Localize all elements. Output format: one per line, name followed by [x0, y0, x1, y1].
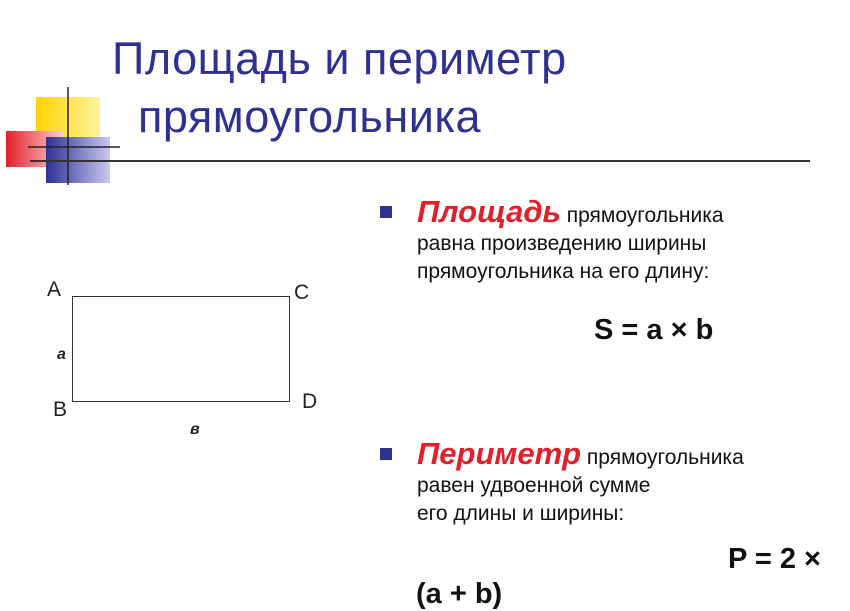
bullet-square-icon [380, 206, 392, 218]
title-divider [30, 160, 810, 162]
perimeter-line3: его длины и ширины: [417, 502, 625, 525]
area-line3: прямоугольника на его длину: [417, 260, 710, 283]
vertex-a-label: A [47, 278, 62, 301]
perimeter-formula-part2: (a + b) [416, 578, 503, 610]
vertex-d-label: D [302, 390, 318, 413]
area-bullet-block [380, 194, 840, 286]
rectangle-figure [72, 296, 290, 402]
area-term: Площадь [417, 194, 561, 229]
side-a-label: a [57, 346, 66, 363]
vertex-b-label: B [53, 398, 68, 421]
side-b-label: в [190, 421, 200, 438]
perimeter-line1: прямоугольника [581, 446, 744, 469]
slide-title-line2: прямоугольника [138, 91, 482, 142]
area-line2: равна произведению ширины [417, 232, 707, 255]
perimeter-bullet-block [380, 436, 840, 528]
slide-title [112, 30, 567, 146]
perimeter-text [417, 436, 840, 528]
perimeter-line2: равен удвоенной сумме [417, 474, 651, 497]
area-line1: прямоугольника [560, 204, 724, 227]
vertex-c-label: C [294, 281, 310, 304]
area-formula: S = a × b [594, 314, 714, 346]
bullet-square-icon [380, 448, 392, 460]
area-text [417, 194, 840, 286]
decorative-squares-icon [0, 85, 120, 190]
slide-title-line1: Площадь и периметр [112, 33, 567, 84]
perimeter-term: Периметр [417, 436, 582, 471]
perimeter-formula-part1: P = 2 × [728, 543, 821, 575]
